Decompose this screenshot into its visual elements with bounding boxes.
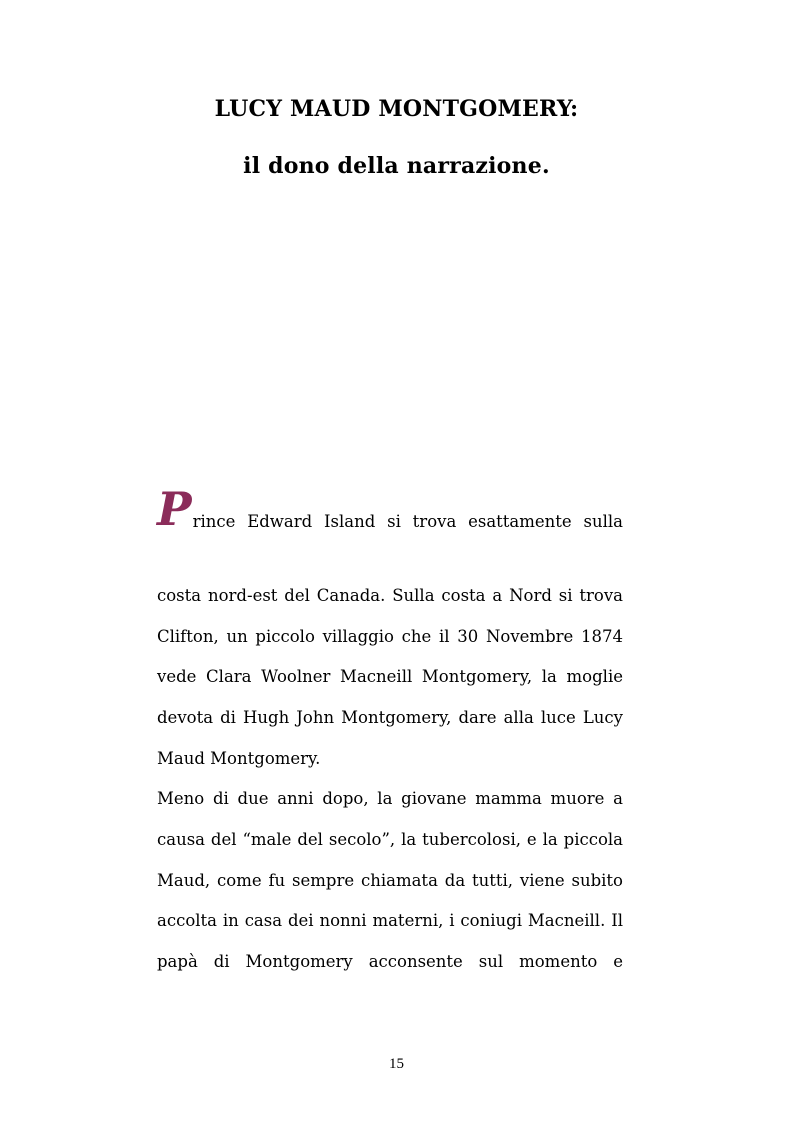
body-line: Meno di due anni dopo, la giovane mamma muore a: [157, 789, 623, 808]
body-line: vede Clara Woolner Macneill Montgomery, la moglie: [157, 667, 623, 686]
body-line: causa del “male del secolo”, la tubercolosi, e la piccola: [157, 830, 623, 849]
drop-cap-letter: P: [157, 482, 192, 536]
body-line: Clifton, un piccolo villaggio che il 30 Novembre 1874: [157, 627, 623, 646]
body-line: Maud Montgomery.: [157, 749, 321, 768]
body-line: costa nord-est del Canada. Sulla costa a Nord si trova: [157, 586, 623, 605]
body-line: Maud, come fu sempre chiamata da tutti, viene subito: [157, 871, 623, 890]
body-line: devota di Hugh John Montgomery, dare alla luce Lucy: [157, 708, 623, 727]
first-line-text: rince Edward Island si trova esattamente sulla: [192, 512, 623, 531]
page-title-line-1: LUCY MAUD MONTGOMERY:: [214, 96, 579, 122]
page-number: 15: [389, 1056, 404, 1072]
paragraph-first-line: [157, 482, 623, 536]
page-subtitle: il dono della narrazione.: [243, 153, 550, 179]
body-line: accolta in casa dei nonni materni, i coniugi Macneill. Il: [157, 911, 623, 930]
body-line: papà di Montgomery acconsente sul momento e: [157, 952, 623, 971]
